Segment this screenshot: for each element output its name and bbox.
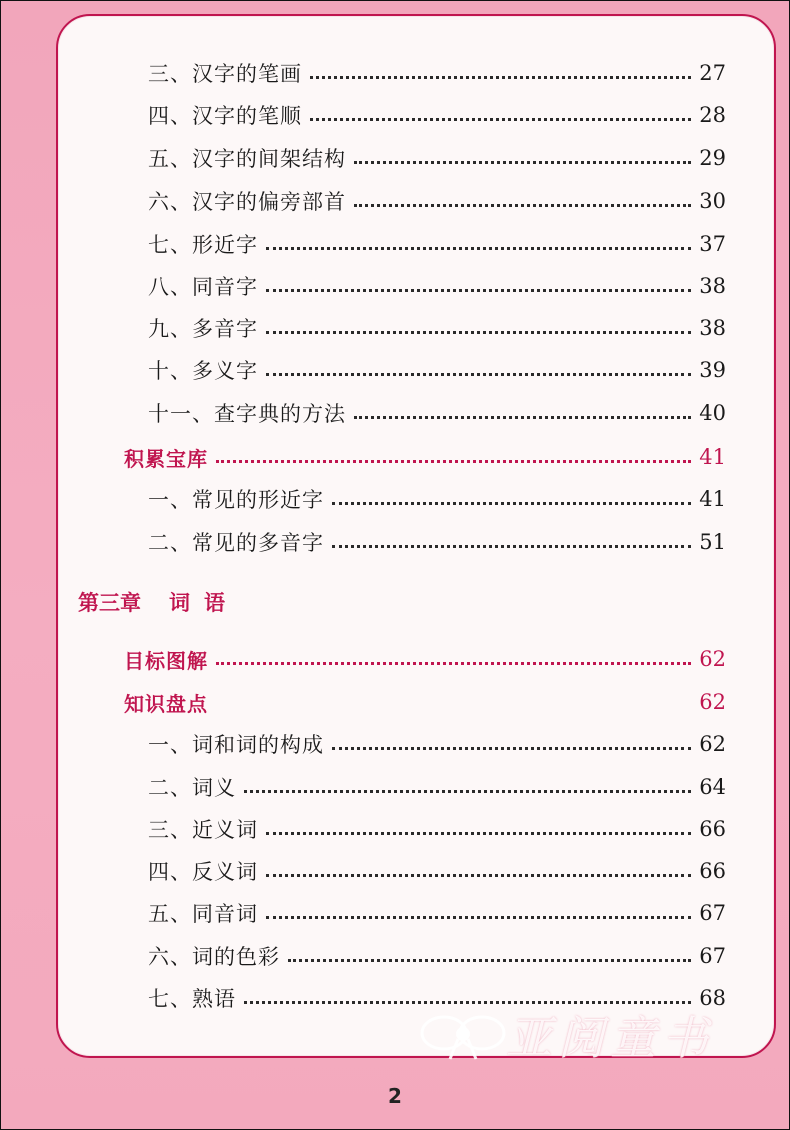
toc-section-page: 62 <box>699 690 726 714</box>
toc-section-title: 目标图解 <box>124 648 208 673</box>
dot-leader <box>266 916 691 919</box>
dot-leader <box>266 331 691 334</box>
toc-entry[interactable] <box>148 525 726 559</box>
toc-entry-title: 七、形近字 <box>148 233 258 257</box>
toc-entry-page: 68 <box>699 986 726 1010</box>
watermark <box>420 1000 760 1070</box>
dot-leader <box>310 76 691 79</box>
toc-section-title: 积累宝库 <box>124 446 208 471</box>
page-number: 2 <box>388 1084 402 1108</box>
toc-entry-title: 八、同音字 <box>148 275 258 299</box>
toc-entry-title: 四、反义词 <box>148 860 258 884</box>
toc-entry-title: 五、同音词 <box>148 902 258 926</box>
dot-leader <box>266 247 691 250</box>
toc-entry-page: 66 <box>699 817 726 841</box>
chapter-heading[interactable] <box>78 585 239 619</box>
dot-leader <box>310 118 691 121</box>
dot-leader <box>266 832 691 835</box>
toc-entry-title: 五、汉字的间架结构 <box>148 147 346 171</box>
chapter-label: 第三章 <box>78 591 141 615</box>
toc-entry-page: 67 <box>699 901 726 925</box>
dot-leader <box>216 460 691 463</box>
toc-entry-page: 40 <box>699 401 726 425</box>
toc-section-page: 62 <box>699 647 726 671</box>
toc-entry[interactable] <box>148 311 726 345</box>
toc-section-title: 知识盘点 <box>124 691 208 716</box>
toc-section-knowledge[interactable] <box>124 685 726 719</box>
toc-entry-page: 29 <box>699 146 726 170</box>
toc-entry-title: 六、词的色彩 <box>148 945 280 969</box>
toc-entry[interactable] <box>148 98 726 132</box>
toc-entry[interactable] <box>148 727 726 761</box>
toc-entry[interactable] <box>148 141 726 175</box>
toc-entry[interactable] <box>148 770 726 804</box>
toc-entry-title: 一、词和词的构成 <box>148 733 324 757</box>
toc-entry[interactable] <box>148 269 726 303</box>
dot-leader <box>244 790 691 793</box>
toc-entry-title: 三、近义词 <box>148 818 258 842</box>
toc-entry-title: 十一、查字典的方法 <box>148 402 346 426</box>
toc-entry-title: 四、汉字的笔顺 <box>148 104 302 128</box>
toc-entry[interactable] <box>148 812 726 846</box>
toc-entry-title: 七、熟语 <box>148 987 236 1011</box>
toc-entry-title: 十、多义字 <box>148 359 258 383</box>
toc-entry[interactable] <box>148 353 726 387</box>
toc-entry[interactable] <box>148 854 726 888</box>
toc-entry[interactable] <box>148 396 726 430</box>
toc-entry-page: 66 <box>699 859 726 883</box>
toc-section-accumulate[interactable] <box>124 440 726 474</box>
toc-entry-page: 30 <box>699 189 726 213</box>
dot-leader <box>288 959 691 962</box>
toc-entry-page: 64 <box>699 775 726 799</box>
toc-entry-page: 51 <box>699 530 726 554</box>
toc-entry-page: 38 <box>699 274 726 298</box>
toc-entry-page: 28 <box>699 103 726 127</box>
toc-entry-page: 41 <box>699 487 726 511</box>
toc-entry[interactable] <box>148 184 726 218</box>
toc-entry-page: 62 <box>699 732 726 756</box>
toc-entry-title: 三、汉字的笔画 <box>148 62 302 86</box>
toc-section-page: 41 <box>699 445 726 469</box>
toc-entry-page: 67 <box>699 944 726 968</box>
toc-entry-title: 二、常见的多音字 <box>148 531 324 555</box>
dot-leader <box>266 373 691 376</box>
toc-entry[interactable] <box>148 56 726 90</box>
dot-leader <box>354 204 691 207</box>
toc-entry-title: 一、常见的形近字 <box>148 488 324 512</box>
dot-leader <box>332 545 691 548</box>
toc-entry-title: 六、汉字的偏旁部首 <box>148 190 346 214</box>
chapter-name: 词语 <box>169 591 239 615</box>
dot-leader <box>216 662 691 665</box>
toc-entry[interactable] <box>148 227 726 261</box>
toc-entry-page: 37 <box>699 232 726 256</box>
toc-entry[interactable] <box>148 896 726 930</box>
dot-leader <box>332 747 691 750</box>
dot-leader <box>266 289 691 292</box>
toc-entry-title: 九、多音字 <box>148 317 258 341</box>
toc-entry-page: 39 <box>699 358 726 382</box>
dot-leader <box>354 416 691 419</box>
bow-icon <box>420 1007 506 1063</box>
toc-entry[interactable] <box>148 939 726 973</box>
toc-entry-title: 二、词义 <box>148 776 236 800</box>
toc-entry-page: 38 <box>699 316 726 340</box>
toc-entry-page: 27 <box>699 61 726 85</box>
toc-section-goals[interactable] <box>124 642 726 676</box>
dot-leader <box>354 161 691 164</box>
dot-leader <box>332 502 691 505</box>
toc-entry[interactable] <box>148 482 726 516</box>
dot-leader <box>266 874 691 877</box>
watermark-text: 亚阅童书 <box>506 1011 714 1065</box>
